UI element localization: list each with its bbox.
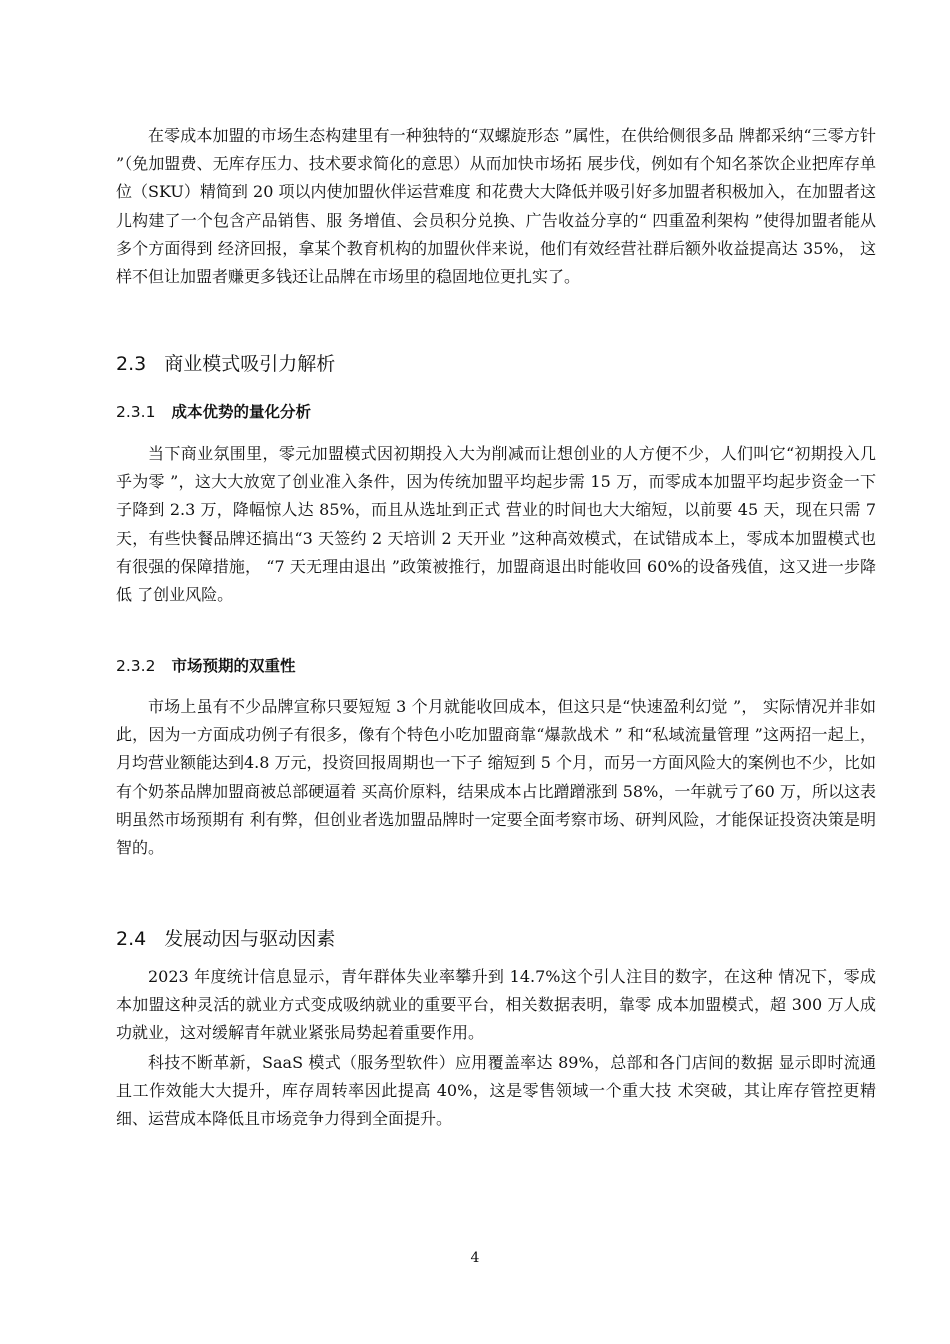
heading-2-3-number: 2.3	[116, 353, 147, 375]
heading-2-3-1	[116, 400, 311, 424]
page-number: 4	[470, 1250, 480, 1266]
heading-2-4-number: 2.4	[116, 928, 147, 950]
heading-2-3-1-title: 成本优势的量化分析	[171, 403, 311, 421]
paragraph-ecosystem: 在零成本加盟的市场生态构建里有一种独特的“双螺旋形态 ”属性，在供给侧很多品 牌都采纳“三零方针 ”（免加盟费、无库存压力、技术要求简化的意思）从而加快市场拓 展步伐，例如有个知名茶饮企业把库存单位（SKU）精简到 20 项以内使加盟伙伴运营难度 和花费大大降低并吸引好多加盟者积极加入，在加盟者这儿构建了一个包含产品销售、服 务增值、会员积分兑换、广告收益分享的“ 四重盈利架构 ”使得加盟者能从多个方面得到 经济回报，拿某个教育机构的加盟伙伴来说，他们有效经营社群后额外收益提高达 35%， 这样不但让加盟者赚更多钱还让品牌在市场里的稳固地位更扎实了。	[116, 126, 876, 287]
heading-2-3-1-number: 2.3.1	[116, 403, 156, 421]
paragraph-cost-advantage: 当下商业氛围里，零元加盟模式因初期投入大为削减而让想创业的人方便不少，人们叫它“初期投入几乎为零 ”，这大大放宽了创业准入条件，因为传统加盟平均起步需 15 万，而零成本加盟平均起步资金一下子降到 2.3 万，降幅惊人达 85%，而且从选址到正式 营业的时间也大大缩短，以前要 45 天，现在只需 7 天，有些快餐品牌还搞出“3 天签约 2 天培训 2 天开业 ”这种高效模式，在试错成本上，零成本加盟模式也有很强的保障措施， “7 天无理由退出 ”政策被推行，加盟商退出时能收回 60%的设备残值，这又进一步降低 了创业风险。	[116, 444, 876, 605]
paragraph-market-expectation: 市场上虽有不少品牌宣称只要短短 3 个月就能收回成本，但这只是“快速盈利幻觉 ”， 实际情况并非如此，因为一方面成功例子有很多，像有个特色小吃加盟商靠“爆款战术 ” 和“私域流量管理 ”这两招一起上，月均营业额能达到4.8 万元，投资回报周期也一下子 缩短到 5 个月，而另一方面风险大的案例也不少，比如有个奶茶品牌加盟商被总部硬逼着 买高价原料，结果成本占比蹭蹭涨到 58%，一年就亏了60 万，所以这表明虽然市场预期有 利有弊，但创业者选加盟品牌时一定要全面考察市场、研判风险，才能保证投资决策是明 智的。	[116, 697, 876, 858]
heading-2-3-title: 商业模式吸引力解析	[164, 353, 336, 375]
heading-2-4	[116, 925, 335, 953]
heading-2-3	[116, 350, 335, 378]
heading-2-4-title: 发展动因与驱动因素	[164, 928, 336, 950]
paragraph-employment: 2023 年度统计信息显示，青年群体失业率攀升到 14.7%这个引人注目的数字，在这种 情况下，零成本加盟这种灵活的就业方式变成吸纳就业的重要平台，相关数据表明，靠零 成本加盟模式，超 300 万人成功就业，这对缓解青年就业紧张局势起着重要作用。	[116, 967, 876, 1043]
heading-2-3-2-title: 市场预期的双重性	[171, 657, 296, 675]
paragraph-technology: 科技不断革新，SaaS 模式（服务型软件）应用覆盖率达 89%，总部和各门店间的数据 显示即时流通且工作效能大大提升，库存周转率因此提高 40%，这是零售领域一个重大技 术突破，其让库存管控更精细、运营成本降低且市场竞争力得到全面提升。	[116, 1053, 876, 1129]
heading-2-3-2	[116, 654, 295, 678]
heading-2-3-2-number: 2.3.2	[116, 657, 156, 675]
